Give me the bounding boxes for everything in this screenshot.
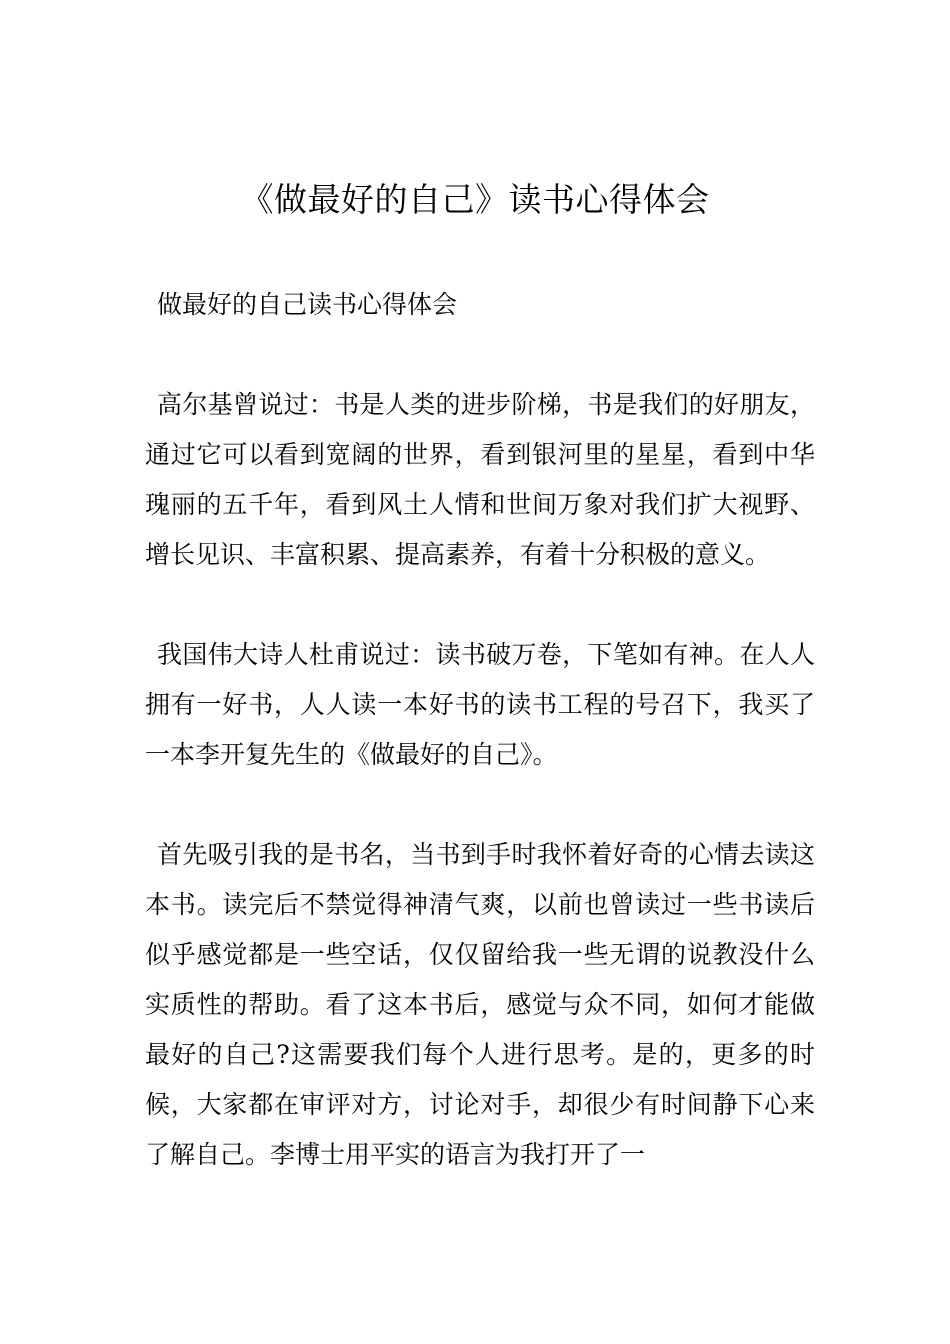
document-title: 《做最好的自己》读书心得体会: [240, 180, 710, 219]
document-body: [145, 280, 815, 1230]
paragraph: 首先吸引我的是书名，当书到手时我怀着好奇的心情去读这本书。读完后不禁觉得神清气爽，以前也曾读过一些书读后似乎感觉都是一些空话，仅仅留给我一些无谓的说教没什么实质性的帮助。看了这本书后，感觉与众不同，如何才能做最好的自己?这需要我们每个人进行思考。是的，更多的时候，大家都在审评对方，讨论对手，却很少有时间静下心来了解自己。李博士用平实的语言为我打开了一: [145, 840, 815, 1169]
paragraph: 高尔基曾说过：书是人类的进步阶梯，书是我们的好朋友，通过它可以看到宽阔的世界，看到银河里的星星，看到中华瑰丽的五千年，看到风土人情和世间万象对我们扩大视野、增长见识、丰富积累、提高素养，有着十分积极的意义。: [145, 390, 815, 569]
paragraph: 我国伟大诗人杜甫说过：读书破万卷，下笔如有神。在人人拥有一好书，人人读一本好书的读书工程的号召下，我买了一本李开复先生的《做最好的自己》。: [145, 640, 815, 769]
document-subtitle: 做最好的自己读书心得体会: [157, 290, 458, 319]
